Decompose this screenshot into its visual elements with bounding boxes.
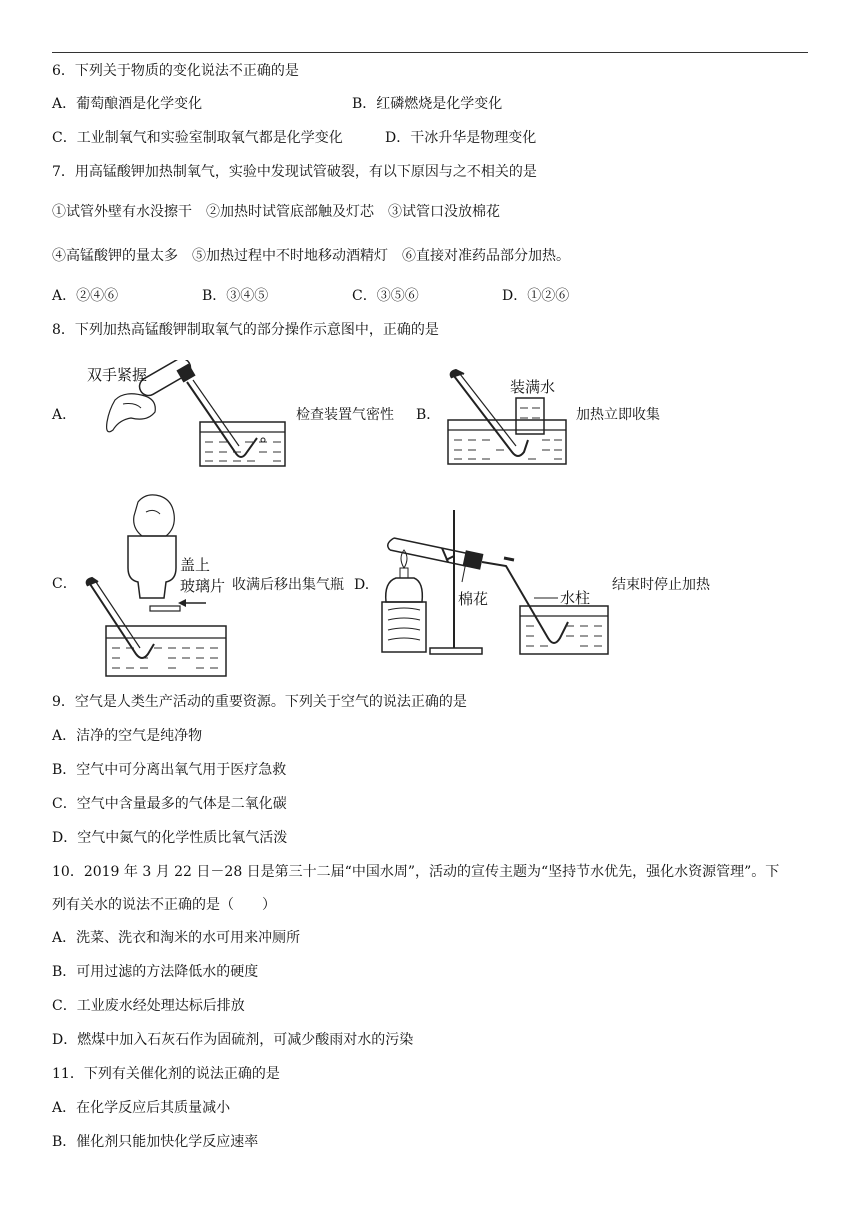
q6-option-c[interactable]: C．工业制氧气和实验室制取氧气都是化学变化	[52, 130, 343, 146]
figure-d-caption: 结束时停止加热	[612, 577, 710, 593]
q10-option-a[interactable]: A．洗菜、洗衣和淘米的水可用来冲厕所	[52, 930, 301, 946]
figure-d-stop-heating	[376, 510, 612, 660]
q7-reasons-line2: ④高锰酸钾的量太多 ⑤加热过程中不时地移动酒精灯 ⑥直接对准药品部分加热。	[52, 248, 570, 264]
q9-option-d[interactable]: D．空气中氮气的化学性质比氧气活泼	[52, 830, 288, 846]
q6-option-a[interactable]: A．葡萄酿酒是化学变化	[52, 96, 203, 112]
q9-option-b[interactable]: B．空气中可分离出氧气用于医疗急救	[52, 762, 287, 778]
q11-option-b[interactable]: B．催化剂只能加快化学反应速率	[52, 1134, 259, 1150]
q8-option-a-label[interactable]: A．	[52, 407, 77, 423]
q8-option-d-label[interactable]: D.	[354, 577, 370, 593]
figure-c-inner-label2: 玻璃片	[180, 577, 226, 595]
figure-c-inner-label1: 盖上	[180, 556, 211, 574]
q8-option-b-label[interactable]: B．	[416, 407, 441, 423]
q6-option-d[interactable]: D．干冰升华是物理变化	[385, 130, 537, 146]
q9-stem: 9．空气是人类生产活动的重要资源。下列关于空气的说法正确的是	[52, 694, 467, 710]
q10-option-d[interactable]: D．燃煤中加入石灰石作为固硫剂，可减少酸雨对水的污染	[52, 1032, 414, 1048]
q6-stem: 6．下列关于物质的变化说法不正确的是	[52, 63, 299, 79]
q10-option-b[interactable]: B．可用过滤的方法降低水的硬度	[52, 964, 259, 980]
q8-option-c-label[interactable]: C．	[52, 576, 77, 592]
figure-d-inner-label2: 水柱	[560, 589, 591, 607]
figure-b-caption: 加热立即收集	[576, 407, 660, 423]
q8-stem: 8．下列加热高锰酸钾制取氧气的部分操作示意图中，正确的是	[52, 322, 439, 338]
q9-option-c[interactable]: C．空气中含量最多的气体是二氧化碳	[52, 796, 287, 812]
q10-stem-line2: 列有关水的说法不正确的是（ ）	[52, 897, 276, 913]
q9-option-a[interactable]: A．洁净的空气是纯净物	[52, 728, 203, 744]
q7-stem: 7．用高锰酸钾加热制氧气，实验中发现试管破裂，有以下原因与之不相关的是	[52, 164, 537, 180]
q7-option-d[interactable]: D．①②⑥	[502, 288, 570, 304]
header-rule	[52, 52, 808, 53]
figure-b-inner-label: 装满水	[510, 378, 556, 396]
q10-option-c[interactable]: C．工业废水经处理达标后排放	[52, 998, 245, 1014]
figure-a-caption: 检查装置气密性	[296, 407, 394, 423]
q10-stem-line1: 10．2019 年 3 月 22 日－28 日是第三十二届“中国水周”，活动的宣传主题为“坚持节水优先，强化水资源管理”。下	[52, 864, 780, 880]
q6-option-b[interactable]: B．红磷燃烧是化学变化	[352, 96, 503, 112]
q7-option-b[interactable]: B．③④⑤	[202, 288, 269, 304]
figure-d-inner-label1: 棉花	[458, 590, 489, 608]
figure-c-caption: 收满后移出集气瓶	[232, 577, 344, 593]
figure-a-inner-label: 双手紧握	[87, 366, 148, 384]
q11-stem: 11．下列有关催化剂的说法正确的是	[52, 1066, 280, 1082]
q11-option-a[interactable]: A．在化学反应后其质量减小	[52, 1100, 231, 1116]
q7-option-a[interactable]: A．②④⑥	[52, 288, 119, 304]
q7-option-c[interactable]: C．③⑤⑥	[352, 288, 419, 304]
q7-reasons-line1: ①试管外壁有水没擦干 ②加热时试管底部触及灯芯 ③试管口没放棉花	[52, 204, 500, 220]
